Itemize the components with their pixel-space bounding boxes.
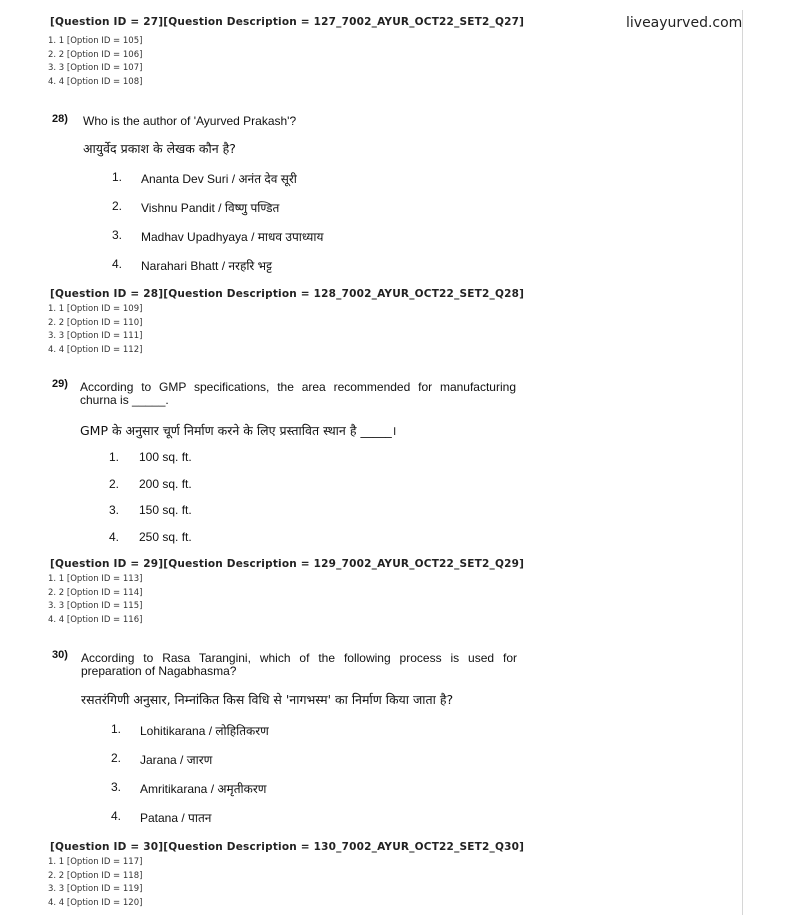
option-id-list bbox=[48, 35, 142, 89]
option-id-item: 4. 4 [Option ID = 112] bbox=[48, 344, 143, 355]
watermark-site: liveayurved.com bbox=[626, 15, 743, 31]
choice-text: Narahari Bhatt / नरहरि भट्ट bbox=[141, 259, 272, 273]
option-id-item: 3. 3 [Option ID = 111] bbox=[48, 331, 143, 342]
option-id-list bbox=[48, 856, 142, 910]
choice-text: 250 sq. ft. bbox=[139, 530, 192, 544]
choice-text: 200 sq. ft. bbox=[139, 477, 192, 491]
choice-text: Madhav Upadhyaya / माधव उपाध्याय bbox=[141, 230, 324, 244]
option-id-item: 2. 2 [Option ID = 106] bbox=[48, 49, 143, 60]
choice-text: Patana / पातन bbox=[140, 811, 212, 825]
choice-number: 4. bbox=[108, 530, 119, 544]
choice-number: 4. bbox=[111, 257, 122, 271]
option-id-item: 2. 2 [Option ID = 110] bbox=[48, 317, 143, 328]
choice-text: Vishnu Pandit / विष्णु पण्डित bbox=[141, 201, 280, 215]
option-id-item: 4. 4 [Option ID = 120] bbox=[48, 897, 143, 908]
option-id-list bbox=[48, 573, 142, 627]
choice-number: 3. bbox=[110, 780, 121, 794]
choice-text: Ananta Dev Suri / अनंत देव सूरी bbox=[141, 172, 297, 186]
question-id-line: [Question ID = 28][Question Description = 128_7002_AYUR_OCT22_SET2_Q28] bbox=[50, 288, 525, 300]
choice-number: 1. bbox=[111, 170, 122, 184]
choice-number: 3. bbox=[108, 503, 119, 517]
choice-number: 2. bbox=[110, 751, 121, 765]
option-id-item: 4. 4 [Option ID = 116] bbox=[48, 614, 143, 625]
question-text-hi: आयुर्वेद प्रकाश के लेखक कौन है? bbox=[83, 141, 236, 156]
choice-number: 4. bbox=[110, 809, 121, 823]
option-id-item: 3. 3 [Option ID = 107] bbox=[48, 63, 143, 74]
choice-number: 2. bbox=[108, 477, 119, 491]
option-id-item: 4. 4 [Option ID = 108] bbox=[48, 76, 143, 87]
option-id-list bbox=[48, 303, 142, 357]
choice-text: Lohitikarana / लोहितिकरण bbox=[140, 724, 269, 738]
option-id-item: 1. 1 [Option ID = 105] bbox=[48, 36, 143, 46]
choice-text: Amritikarana / अमृतीकरण bbox=[140, 782, 267, 796]
choice-text: Jarana / जारण bbox=[140, 753, 213, 767]
option-id-item: 2. 2 [Option ID = 118] bbox=[48, 870, 143, 881]
question-id-line: [Question ID = 30][Question Description = 130_7002_AYUR_OCT22_SET2_Q30] bbox=[50, 841, 525, 853]
question-text-en: According to Rasa Tarangini, which of the following process is used for preparation of Nagabhasma? bbox=[81, 651, 517, 678]
option-id-item: 3. 3 [Option ID = 119] bbox=[48, 884, 143, 895]
option-id-item: 1. 1 [Option ID = 113] bbox=[48, 574, 143, 584]
choice-number: 2. bbox=[111, 199, 122, 213]
question-id-line: [Question ID = 27][Question Description = 127_7002_AYUR_OCT22_SET2_Q27] bbox=[50, 16, 525, 28]
question-text-hi: GMP के अनुसार चूर्ण निर्माण करने के लिए प्रस्तावित स्थान है _____। bbox=[80, 423, 397, 438]
question-text-hi: रसतरंगिणी अनुसार, निम्नांकित किस विधि से 'नागभस्म' का निर्माण किया जाता है? bbox=[81, 692, 454, 707]
choice-text: 100 sq. ft. bbox=[139, 450, 192, 464]
choice-number: 1. bbox=[110, 722, 121, 736]
option-id-item: 2. 2 [Option ID = 114] bbox=[48, 587, 143, 598]
question-id-line: [Question ID = 29][Question Description = 129_7002_AYUR_OCT22_SET2_Q29] bbox=[50, 558, 525, 570]
question-text-en: According to GMP specifications, the area recommended for manufacturing churna is _____. bbox=[80, 380, 516, 407]
option-id-item: 1. 1 [Option ID = 109] bbox=[48, 304, 143, 314]
choice-number: 1. bbox=[108, 450, 119, 464]
option-id-item: 1. 1 [Option ID = 117] bbox=[48, 857, 143, 867]
question-number: 29) bbox=[52, 378, 68, 390]
page-margin-line bbox=[742, 10, 743, 915]
choice-text: 150 sq. ft. bbox=[139, 503, 192, 517]
choice-number: 3. bbox=[111, 228, 122, 242]
option-id-item: 3. 3 [Option ID = 115] bbox=[48, 601, 143, 612]
question-number: 30) bbox=[52, 649, 68, 661]
question-text-en: Who is the author of 'Ayurved Prakash'? bbox=[83, 114, 297, 128]
question-number: 28) bbox=[52, 113, 68, 125]
